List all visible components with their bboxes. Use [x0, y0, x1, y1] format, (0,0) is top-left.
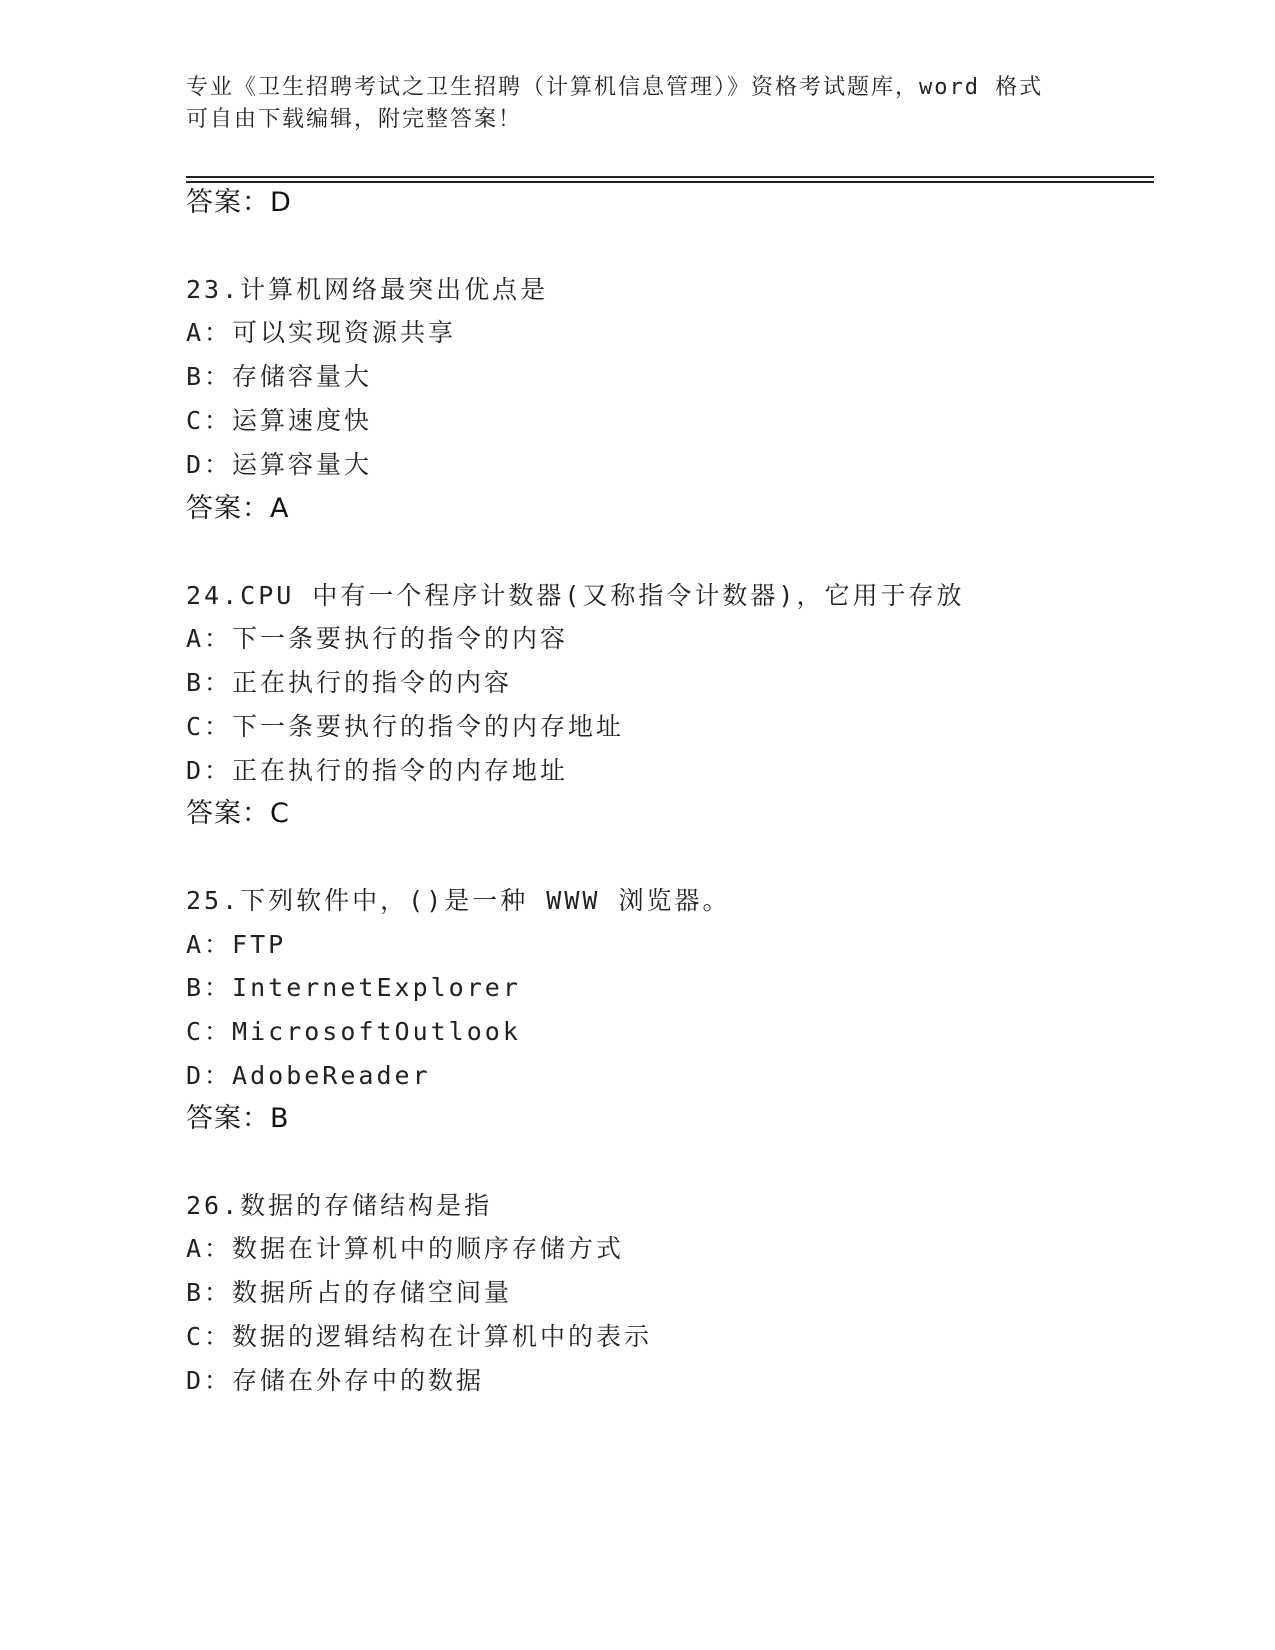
question-26-stem: 26.数据的存储结构是指: [186, 1191, 493, 1220]
question-23-option-c: C：运算速度快: [186, 406, 373, 435]
question-25-option-d: D：AdobeReader: [186, 1061, 431, 1090]
question-23-option-d: D：运算容量大: [186, 450, 373, 479]
header-title-line-1: 专业《卫生招聘考试之卫生招聘（计算机信息管理）》资格考试题库，word 格式: [186, 75, 1044, 100]
question-23-option-b: B：存储容量大: [186, 362, 373, 391]
question-25-option-b: B：InternetExplorer: [186, 973, 521, 1002]
header-divider-bottom: [186, 181, 1154, 183]
question-26-option-d: D：存储在外存中的数据: [186, 1366, 485, 1395]
page-header: [186, 72, 1066, 136]
answer-prev: 答案：D: [186, 187, 292, 218]
question-24-option-b: B：正在执行的指令的内容: [186, 668, 513, 697]
question-24-stem: 24.CPU 中有一个程序计数器(又称指令计数器)，它用于存放: [186, 581, 965, 610]
question-25-option-a: A：FTP: [186, 930, 287, 959]
question-24-option-a: A：下一条要执行的指令的内容: [186, 624, 569, 653]
question-23-option-a: A：可以实现资源共享: [186, 318, 457, 347]
header-divider-top: [186, 176, 1154, 178]
question-26-option-b: B：数据所占的存储空间量: [186, 1278, 513, 1307]
question-23-stem: 23.计算机网络最突出优点是: [186, 275, 549, 304]
question-25-stem: 25.下列软件中，()是一种 WWW 浏览器。: [186, 886, 731, 915]
question-24-answer: 答案：C: [186, 798, 290, 829]
question-25-option-c: C：MicrosoftOutlook: [186, 1017, 521, 1046]
question-26-option-a: A：数据在计算机中的顺序存储方式: [186, 1234, 625, 1263]
question-24-option-d: D：正在执行的指令的内存地址: [186, 756, 569, 785]
question-24-option-c: C：下一条要执行的指令的内存地址: [186, 712, 625, 741]
question-23-answer: 答案：A: [186, 493, 290, 524]
question-25-answer: 答案：B: [186, 1103, 290, 1134]
question-26-option-c: C：数据的逻辑结构在计算机中的表示: [186, 1322, 653, 1351]
header-title-line-2: 可自由下载编辑，附完整答案！: [186, 107, 523, 132]
